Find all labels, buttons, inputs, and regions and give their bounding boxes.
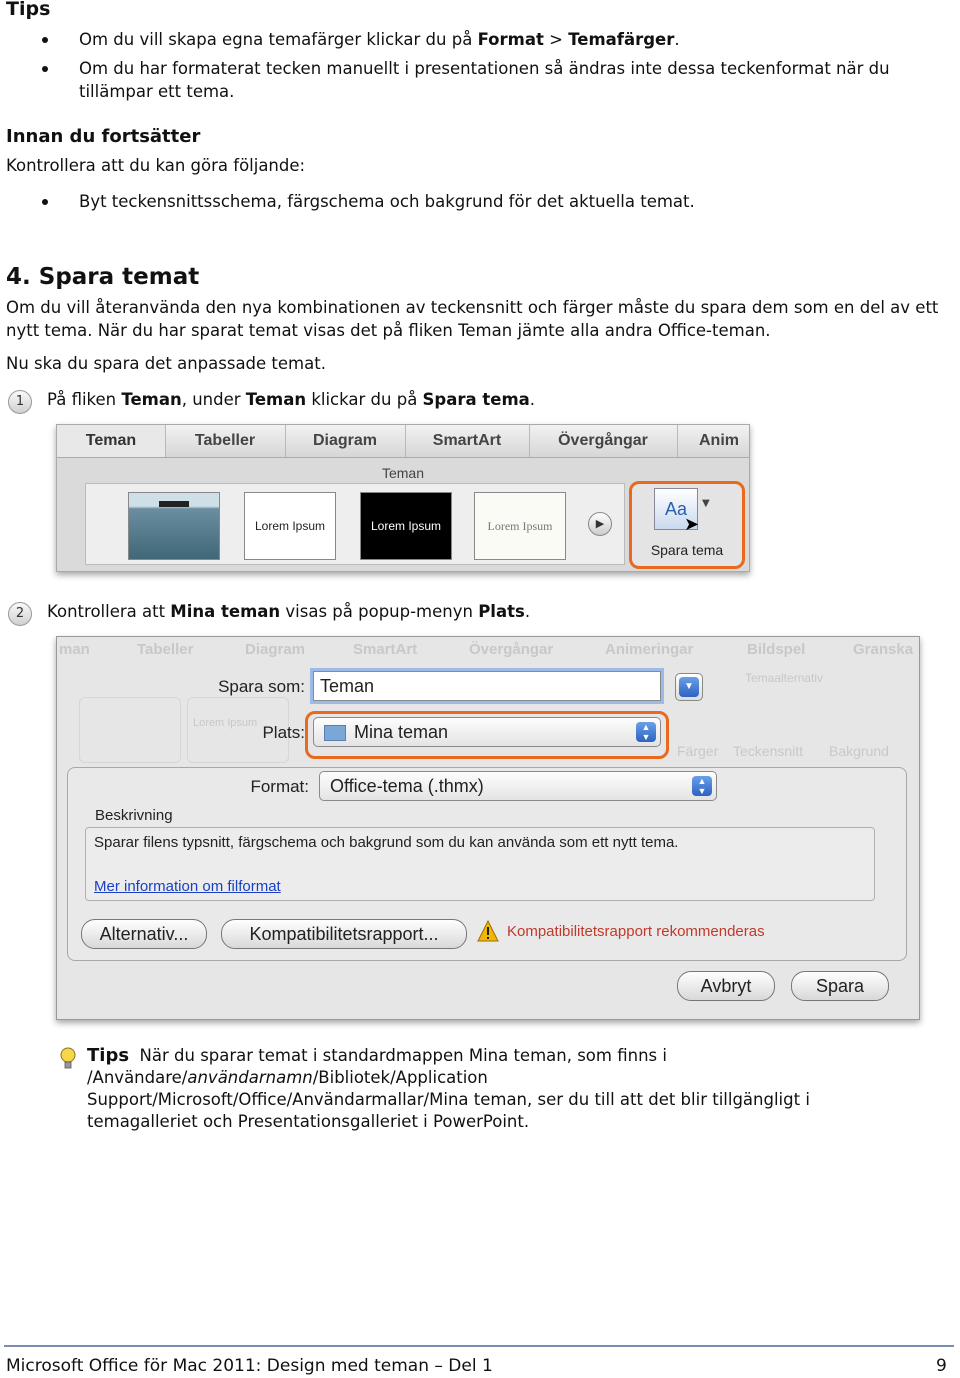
- bg-label: Bakgrund: [829, 743, 889, 759]
- format-value: Office-tema (.thmx): [330, 776, 484, 796]
- section-paragraph-2: Nu ska du spara det anpassade temat.: [6, 354, 326, 373]
- save-as-input[interactable]: Teman: [313, 671, 661, 701]
- theme-thumb-3[interactable]: Lorem Ipsum: [360, 492, 452, 560]
- expand-dialog-button[interactable]: [675, 673, 703, 701]
- step-text: Kontrollera att: [47, 602, 171, 621]
- bg-label: Färger: [677, 743, 719, 759]
- step-bold: Teman: [121, 390, 182, 409]
- tab-overgangar[interactable]: Övergångar: [529, 425, 678, 457]
- tip-box: [87, 1045, 947, 1133]
- before-heading: Innan du fortsätter: [6, 126, 201, 147]
- tip-text: temagalleriet och Presentationsgalleriet i PowerPoint.: [87, 1112, 530, 1131]
- theme-thumb-2[interactable]: Lorem Ipsum: [244, 492, 336, 560]
- warning-icon: [477, 919, 499, 945]
- bullet-text: .: [674, 30, 680, 49]
- step-text: På fliken: [47, 390, 122, 409]
- compatibility-warning: Kompatibilitetsrapport rekommenderas: [507, 923, 765, 940]
- tip-text: Support/Microsoft/Office/Användarmallar/Mina teman, ser du till att det blir tillgängligt i: [87, 1090, 810, 1109]
- bg-tab: Tabeller: [137, 641, 194, 658]
- tips-bullet-2: [0, 57, 960, 105]
- bullet-text: Byt teckensnittsschema, färgschema och bakgrund för det aktuella temat.: [79, 192, 695, 211]
- before-text: Kontrollera att du kan göra följande:: [6, 156, 306, 175]
- place-label: Plats:: [262, 723, 305, 742]
- bg-tab: Bildspel: [747, 641, 806, 658]
- tab-smartart[interactable]: SmartArt: [405, 425, 530, 457]
- theme-thumb-1[interactable]: [128, 492, 220, 560]
- place-popup[interactable]: [313, 717, 661, 747]
- ribbon-group-label: Teman: [381, 465, 425, 481]
- step-2-instruction: [47, 600, 530, 623]
- save-as-label: Spara som:: [218, 677, 305, 696]
- chevron-down-icon: ▼: [702, 498, 710, 509]
- theme-thumb-4[interactable]: Lorem Ipsum: [474, 492, 566, 560]
- more-info-link[interactable]: Mer information om filformat: [94, 878, 281, 895]
- bg-tab: man: [59, 641, 90, 658]
- step-text: klickar du på: [306, 390, 423, 409]
- save-theme-label: Spara tema: [650, 542, 724, 558]
- bg-group-label: Temaalternativ: [745, 671, 824, 685]
- ribbon-tab-bar: [57, 425, 749, 458]
- tab-tabeller[interactable]: Tabeller: [165, 425, 286, 457]
- bullet-bold-temafarger: Temafärger: [568, 30, 675, 49]
- bg-tab: Övergångar: [469, 641, 554, 658]
- save-dialog-screenshot: [56, 636, 920, 1020]
- description-text: Sparar filens typsnitt, färgschema och bakgrund som du kan använda som ett nytt tema.: [94, 834, 679, 851]
- gallery-next-icon[interactable]: ▶: [588, 512, 612, 536]
- step-1-instruction: [47, 388, 535, 411]
- footer-rule: [4, 1345, 954, 1347]
- tab-animeringar[interactable]: Anim: [699, 432, 739, 449]
- options-button[interactable]: Alternativ...: [81, 919, 207, 949]
- tip-text: När du sparar temat i standardmappen Mina teman, som finns i: [139, 1046, 667, 1065]
- save-theme-icon: Aa: [654, 488, 698, 530]
- bg-tab: SmartArt: [353, 641, 418, 658]
- save-theme-button[interactable]: [629, 481, 745, 569]
- updown-arrows-icon: ▲ ▼: [692, 776, 712, 796]
- tips-heading: Tips: [6, 0, 51, 20]
- step-bold: Spara tema: [422, 390, 530, 409]
- bullet-bold-format: Format: [477, 30, 544, 49]
- step-text: .: [524, 602, 531, 621]
- page-number: 9: [936, 1356, 947, 1376]
- before-bullet-1: [0, 190, 960, 214]
- bullet-dot: [42, 66, 48, 72]
- step-bold: Plats: [478, 602, 525, 621]
- tip-label: Tips: [87, 1045, 130, 1066]
- bullet-text: >: [543, 30, 569, 49]
- cancel-button[interactable]: Avbryt: [677, 971, 775, 1001]
- compatibility-report-button[interactable]: Kompatibilitetsrapport...: [221, 919, 467, 949]
- bullet-dot: [42, 37, 48, 43]
- format-label: Format:: [250, 777, 309, 796]
- bg-tab: Granska: [853, 641, 914, 658]
- step-number-badge: 1: [8, 390, 32, 414]
- folder-icon: [324, 725, 346, 741]
- step-text: visas på popup-menyn: [280, 602, 479, 621]
- lightbulb-icon: [58, 1046, 78, 1072]
- step-text: , under: [181, 390, 246, 409]
- tip-text: /Användare/: [87, 1068, 188, 1087]
- section-paragraph: Om du vill återanvända den nya kombinationen av teckensnitt och färger måste du spara dem som en del av ett nytt tema. När du har sparat temat visas det på fliken Teman jämte alla andra Office-teman.: [6, 298, 939, 340]
- mouse-cursor-icon: ➤: [684, 514, 700, 535]
- tip-text-italic: användarnamn: [187, 1068, 313, 1087]
- format-popup[interactable]: [319, 771, 717, 801]
- bg-label: Lorem Ipsum: [193, 717, 258, 729]
- tips-bullet-1: [0, 28, 960, 52]
- tab-teman[interactable]: Teman: [57, 425, 166, 457]
- thumb-bar: [159, 501, 189, 507]
- bullet-dot: [42, 199, 48, 205]
- bg-label: Teckensnitt: [733, 743, 804, 759]
- ribbon-screenshot: [56, 424, 750, 572]
- place-value: Mina teman: [354, 722, 449, 742]
- footer-title: Microsoft Office för Mac 2011: Design med teman – Del 1: [6, 1356, 493, 1376]
- bullet-text: Om du vill skapa egna temafärger klickar du på: [79, 30, 478, 49]
- tab-diagram[interactable]: Diagram: [285, 425, 406, 457]
- theme-gallery: [85, 483, 625, 565]
- description-box: [85, 827, 875, 901]
- description-label: Beskrivning: [95, 807, 173, 824]
- step-bold: Mina teman: [170, 602, 281, 621]
- save-button[interactable]: Spara: [791, 971, 889, 1001]
- step-text: .: [529, 390, 536, 409]
- step-number-badge: 2: [8, 602, 32, 626]
- section-title: 4. Spara temat: [6, 264, 200, 290]
- bg-tab: Animeringar: [605, 641, 694, 658]
- bg-tab: Diagram: [245, 641, 306, 658]
- chevron-down-icon: ▼: [679, 677, 699, 697]
- bullet-text: Om du har formaterat tecken manuellt i presentationen så ändras inte dessa teckenformat när du tillämpar ett tema.: [79, 59, 890, 101]
- updown-arrows-icon: ▲ ▼: [636, 722, 656, 742]
- step-bold: Teman: [245, 390, 307, 409]
- tip-text: /Bibliotek/Application: [312, 1068, 488, 1087]
